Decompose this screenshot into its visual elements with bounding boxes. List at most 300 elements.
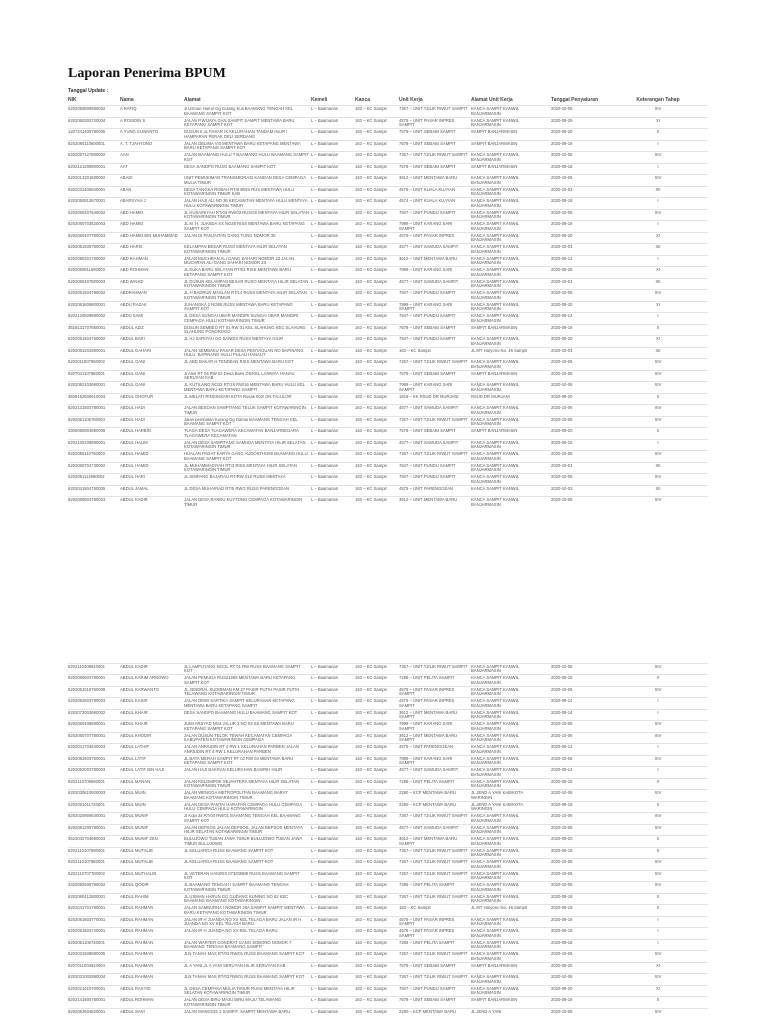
report-title: Laporan Penerima BPUM xyxy=(68,66,226,81)
cell-kemeli: L – Baamanan xyxy=(311,268,339,272)
cell-alamat-unit-kerja: KANCA SAMPIT KANWIL BANJARMASIN xyxy=(471,268,519,277)
cell-kemeli: L – Baamanan xyxy=(311,710,339,715)
cell-alamat-unit-kerja: SAMPIT BANJARMASIN xyxy=(471,141,518,146)
cell-unit-kerja: 7286 – UNIT PELITA SAMPIT xyxy=(399,779,455,784)
cell-nama: ABDUL GANI xyxy=(120,360,146,364)
table-row xyxy=(68,812,708,824)
cell-nik: 6202031002890004 xyxy=(68,975,106,979)
cell-keterangan-tahap: XIV xyxy=(654,687,662,692)
cell-alamat-unit-kerja: KANCA SAMPIT KANWIL BANJARMASIN xyxy=(471,676,519,685)
cell-keterangan-tahap: I xyxy=(657,745,659,749)
cell-unit-kerja: 7286 – UNIT PELITA SAMPIT xyxy=(399,940,455,945)
cell-nama: ABDUL RAHMAN xyxy=(120,975,154,979)
cell-alamat-unit-kerja: KANCA SAMPIT KANWIL BANJARMASIN xyxy=(471,210,519,220)
cell-kanca: 163 – KC Sampit xyxy=(355,986,387,991)
cell-unit-kerja: 7847 – UNIT PUNDU SAMPIT xyxy=(399,337,456,341)
cell-nama: ABDUL RASYID xyxy=(120,986,151,991)
cell-unit-kerja: 3612 – UNIT MENTAWA BARU xyxy=(399,498,458,502)
cell-nama: ABD HAMID xyxy=(120,210,144,215)
cell-tanggal-penyaluran: 2020-10-06 xyxy=(551,814,573,818)
cell-alamat: JL LAMPUYANG KECIL RT 01 RW RUSS BAAMANG SAMPIT KOT xyxy=(184,664,301,674)
cell-alamat-unit-kerja: KANCA SAMPIT KANWIL BANJARMASIN xyxy=(471,779,519,789)
cell-kemeli: L – Baamanan xyxy=(311,940,339,945)
cell-nik: 6202031508880005 xyxy=(68,952,106,956)
cell-kanca: 163 – KC Sampit xyxy=(355,733,387,738)
cell-alamat-unit-kerja: SAMPIT BANJARMASIN xyxy=(471,371,518,376)
cell-kanca: 163 – KC Sampit xyxy=(355,348,387,353)
cell-nama: AAN xyxy=(120,153,129,157)
cell-kemeli: L – Baamanan xyxy=(311,141,339,146)
cell-tanggal-penyaluran: 2020-10-06 xyxy=(551,176,573,180)
cell-tanggal-penyaluran: 2020-10-03 xyxy=(551,245,573,249)
table-row xyxy=(68,255,708,267)
table-row xyxy=(68,927,708,939)
cell-tanggal-penyaluran: 2020-10-06 xyxy=(551,975,573,979)
cell-tanggal-penyaluran: 2020-09-18 xyxy=(551,894,573,899)
cell-unit-kerja: 7999 – UNIT KARANG SARI SAMPIT xyxy=(399,222,453,231)
cell-alamat-unit-kerja: KANCA SAMPIT KANWIL BANJARMASIN xyxy=(471,279,519,289)
cell-tanggal-penyaluran: 2020-10-06 xyxy=(551,687,573,692)
cell-keterangan-tahap: X xyxy=(656,130,660,134)
cell-nama: ABDUL HADI xyxy=(120,417,145,422)
cell-nama: ABDUL MUIN xyxy=(120,802,146,807)
cell-tanggal-penyaluran: 2020-09-14 xyxy=(551,314,573,318)
cell-keterangan-tahap: XIV xyxy=(654,1009,662,1014)
cell-kemeli: L – Baamanan xyxy=(311,417,339,422)
cell-keterangan-tahap: I xyxy=(657,940,659,945)
cell-keterangan-tahap: I xyxy=(657,440,659,445)
cell-unit-kerja: 4577 – UNIT SAMUDA SAMPIT xyxy=(399,245,459,249)
table-header xyxy=(68,95,708,105)
table-row xyxy=(68,117,708,129)
cell-kanca: 163 – KC Sampit xyxy=(355,1009,387,1014)
cell-nama: ABDUL KHODIR xyxy=(120,733,152,738)
cell-tanggal-penyaluran: 2020-09-14 xyxy=(551,745,573,749)
cell-unit-kerja: 7847 – UNIT PUNDU SAMPIT xyxy=(399,475,456,479)
cell-keterangan-tahap: XIV xyxy=(654,360,662,364)
cell-unit-kerja: 163 – KC Sampit xyxy=(399,906,431,910)
cell-keterangan-tahap: XIV xyxy=(654,952,662,956)
cell-alamat-unit-kerja: KANCA SAMPIT KANWIL BANJARMASIN xyxy=(471,222,519,231)
table-row xyxy=(68,950,708,962)
cell-alamat: JL.MUHAMMADIYAH RT/3 RISS MENTAYA HILIR SELATAN KOTAWARINGIN TIMUR xyxy=(184,463,298,473)
cell-kemeli: L – Baamanan xyxy=(311,917,339,922)
cell-unit-kerja: 7847 – UNIT PUNDU SAMPIT xyxy=(399,210,456,215)
cell-alamat: DUSUN SEMBEO RT 01 RW 01 KEL SLAHUNG KEC SLAHUNG SLAHUNG PONOROGO xyxy=(184,325,306,335)
cell-alamat: TLAGA DESA TLAGAWERA KECAMATAN BANJARNEGARA TLAGAWERA KECAMATAN xyxy=(184,429,299,438)
cell-unit-kerja: 7578 – UNIT SEBABI SAMPIT xyxy=(399,998,456,1002)
cell-alamat-unit-kerja: KANCA SAMPIT KANWIL BANJARMASIN xyxy=(471,475,519,484)
cell-alamat-unit-kerja: KANCA SAMPIT KANWIL BANJARMASIN xyxy=(471,768,519,777)
cell-nama: ABDUL QODIR xyxy=(120,883,149,887)
cell-unit-kerja: 7267 – UNIT TJILIK RIWUT SAMPIT xyxy=(399,952,468,956)
cell-alamat-unit-kerja: KANCA SAMPIT KANWIL BANJARMASIN xyxy=(471,883,519,892)
cell-unit-kerja: 7267 – UNIT TJILIK RIWUT SAMPIT xyxy=(399,814,468,818)
cell-kanca: 163 – KC Sampit xyxy=(355,210,387,215)
cell-unit-kerja: 4577 – UNIT SAMUDA SAMPIT xyxy=(399,440,459,445)
cell-tanggal-penyaluran: 2020-10-06 xyxy=(551,756,573,761)
table-row xyxy=(68,186,708,198)
cell-alamat-unit-kerja: JL JEND A YANI KAB/KOTA WARINGIN xyxy=(471,802,523,812)
cell-alamat: JALAN DESA RANDU KUYTONG CEMPAGA KOTAWARINGIN TIMUR xyxy=(184,498,303,507)
cell-tanggal-penyaluran: 2020-10-06 xyxy=(551,475,573,479)
cell-tanggal-penyaluran: 2020-09-18 xyxy=(551,848,573,853)
cell-kemeli: L – Baamanan xyxy=(311,302,339,307)
cell-kemeli: L – Baamanan xyxy=(311,187,339,192)
cell-alamat: JALAN DUSUN TELOK TEWAH KECAMATAN CEMPAGA KABUPATEN KOTAWARINGIN CEMPAGA xyxy=(184,733,293,743)
cell-keterangan-tahap: XIV xyxy=(654,814,662,818)
cell-alamat: JL VETERAN HAKIRIS 073/03988 RUSS BAAMANG SAMPIT KOT xyxy=(184,871,300,881)
cell-kemeli: L – Baamanan xyxy=(311,314,339,318)
cell-alamat: DESA TANGKA ROBAH RT/5 BINS RUS MENTAWA HULU KOTAWARINGIN TIMUR KAB xyxy=(184,187,295,197)
cell-tanggal-penyaluran: 2020-09-20 xyxy=(551,963,573,968)
cell-alamat-unit-kerja: KANCA SAMPIT KANWIL BANJARMASIN xyxy=(471,463,519,473)
cell-kemeli: L – Baamanan xyxy=(311,360,339,364)
cell-alamat: JL DESA MUHAIRAD RT/5 RW/2 RUSS PARENGGEAN xyxy=(184,486,290,491)
cell-kemeli: L – Baamanan xyxy=(311,475,339,479)
cell-alamat-unit-kerja: KANCA SAMPIT KANWIL BANJARMASIN xyxy=(471,245,519,254)
cell-tanggal-penyaluran: 2020-09-15 xyxy=(551,440,573,445)
cell-kemeli: L – Baamanan xyxy=(311,210,339,215)
cell-alamat-unit-kerja: KANCA SAMPIT KANWIL BANJARMASIN xyxy=(471,337,519,346)
cell-alamat-unit-kerja: JL MT Haryono No. 46 Sampit xyxy=(471,906,528,910)
cell-nik: 6202021010700001 xyxy=(68,986,106,991)
cell-kanca: 163 – KC Sampit xyxy=(355,814,387,818)
cell-kemeli: L – Baamanan xyxy=(311,440,339,445)
cell-kanca: 163 – KC Sampit xyxy=(355,291,387,295)
cell-keterangan-tahap: XIV xyxy=(654,791,662,795)
cell-keterangan-tahap: XII xyxy=(655,463,661,468)
cell-nik: 3320082506780002 xyxy=(68,883,106,887)
cell-alamat-unit-kerja: SAMPIT BANJARMASIN xyxy=(471,164,518,169)
cell-nik: 6202041703840003 xyxy=(68,745,106,749)
cell-kanca: 163 – KC Sampit xyxy=(355,825,387,830)
cell-unit-kerja: 4577 – UNIT SAMUDA SAMPIT xyxy=(399,279,459,284)
cell-kemeli: L – Baamanan xyxy=(311,848,339,853)
cell-alamat: KELAMPAN BESAR RUSO MENTAYA HILIR SELATAN KOTAWARINGIN TIMUR xyxy=(184,245,287,254)
cell-keterangan-tahap: XIV xyxy=(654,383,662,387)
cell-tanggal-penyaluran: 2020-09-20 xyxy=(551,837,573,841)
cell-nama: ABDUL KADIR xyxy=(120,498,148,502)
cell-keterangan-tahap: XIV xyxy=(654,498,662,502)
cell-nama: ABDUL KHAIR xyxy=(120,710,148,715)
cell-kemeli: L – Baamanan xyxy=(311,986,339,991)
table-row xyxy=(68,847,708,859)
cell-keterangan-tahap: I xyxy=(657,141,659,146)
cell-unit-kerja: 1819 – KK RSUD DR MURJANI xyxy=(399,394,459,399)
cell-nik: 6202141505780001 xyxy=(68,998,106,1002)
cell-alamat: JL KELUARGA RUSS BAAMANG SAMPIT KOT xyxy=(184,860,274,864)
cell-nik: 6202060408690001 xyxy=(68,722,106,726)
cell-unit-kerja: 7999 – UNIT KARANG SARI SAMPIT xyxy=(399,302,453,312)
cell-tanggal-penyaluran: 2020-09-18 xyxy=(551,199,573,203)
cell-keterangan-tahap: I xyxy=(657,699,659,703)
cell-alamat-unit-kerja: KANCA SAMPIT KANWIL BANJARMASIN xyxy=(471,417,519,427)
table-row xyxy=(68,151,708,163)
cell-nama: ABDUL MUIN xyxy=(120,791,146,795)
cell-alamat: UNIT PEMUKIMAN TRANSMIGRASI KANDAN DESA CEMPAGA MULIA TIMUR xyxy=(184,176,306,185)
cell-alamat-unit-kerja: KANCA SAMPIT KANWIL BANJARMASIN xyxy=(471,722,519,731)
cell-kanca: 163 – KC Sampit xyxy=(355,848,387,853)
cell-alamat: JUHANGKA 2 NO65 RUSS MENTAWA BARU KETAPANG SAMPIT KOT xyxy=(184,302,293,312)
cell-nama: ABD WAHID xyxy=(120,279,144,284)
cell-nama: ABDUL GANI xyxy=(120,371,146,376)
cell-keterangan-tahap: X xyxy=(656,325,660,330)
cell-nik: 6202061105780004 xyxy=(68,417,105,422)
cell-alamat: JUMI ARSYAD NO2 JALUR 2 NO 03 SS MENTAWA BARU KETAPANG SAMPIT KOT xyxy=(184,722,294,731)
cell-tanggal-penyaluran: 2020-09-20 xyxy=(551,233,573,238)
cell-unit-kerja: 7267 – UNIT TJILIK RIWUT SAMPIT xyxy=(399,664,468,669)
cell-kemeli: L – Baamanan xyxy=(311,768,339,772)
cell-keterangan-tahap: I xyxy=(657,256,659,261)
cell-kanca: 163 – KC Sampit xyxy=(355,429,387,433)
cell-unit-kerja: 7267 – UNIT TJILIK RIWUT SAMPIT xyxy=(399,107,468,111)
cell-alamat-unit-kerja: KANCA SAMPIT KANWIL BANJARMASIN xyxy=(471,498,519,507)
cell-nik: 6202131503780001 xyxy=(68,406,106,410)
cell-unit-kerja: 7578 – UNIT SEBABI SAMPIT xyxy=(399,371,456,376)
cell-kemeli: L – Baamanan xyxy=(311,233,339,238)
cell-nama: ABDU RAZAK xyxy=(120,302,147,307)
cell-unit-kerja: 7847 – UNIT PUNDU SAMPIT xyxy=(399,986,456,991)
cell-keterangan-tahap: X xyxy=(656,906,660,910)
cell-alamat: JALAN DELIMA VIII MENTAWA BARU KETAPANG MENTAWA BARU KETAPANG SAMPIT KOT xyxy=(184,141,301,151)
table-row xyxy=(68,755,708,767)
header-nama: Nama xyxy=(120,97,134,103)
header-kanca: Kanca xyxy=(355,97,371,103)
cell-alamat-unit-kerja: KANCA SAMPIT KANWIL BANJARMASIN xyxy=(471,314,519,323)
cell-tanggal-penyaluran: 2020-10-06 xyxy=(551,417,573,422)
cell-alamat-unit-kerja: KANCA SAMPIT KANWIL BANJARMASIN xyxy=(471,176,519,185)
cell-keterangan-tahap: XI xyxy=(656,963,660,968)
table-row xyxy=(68,904,708,916)
cell-tanggal-penyaluran: 2020-10-06 xyxy=(551,291,573,295)
cell-alamat: JALAN DESA SAMPITANG SAMUDA MENTAYA HILIR SELATAN KOTAWARINGIN TIMUR xyxy=(184,440,306,450)
cell-nama: ABDUL HALIM xyxy=(120,440,148,445)
cell-kemeli: L – Baamanan xyxy=(311,291,339,295)
cell-nama: ABD RAHMAN xyxy=(120,256,148,261)
table-row xyxy=(68,789,708,801)
table-row xyxy=(68,835,708,847)
table-row xyxy=(68,209,708,221)
cell-nik: 6202041701780001 xyxy=(68,906,106,910)
cell-kanca: 163 – KC Sampit xyxy=(355,176,387,180)
cell-unit-kerja: 7267 – UNIT TJILIK RIWUT SAMPIT xyxy=(399,860,468,864)
cell-unit-kerja: 4577 – UNIT SAMUDA SAMPIT xyxy=(399,406,459,410)
cell-nama: ABDUL MUNIF xyxy=(120,825,149,830)
cell-tanggal-penyaluran: 2020-10-06 xyxy=(551,860,573,864)
cell-alamat-unit-kerja: KANCA SAMPIT KANWIL BANJARMASIN xyxy=(471,756,519,766)
cell-alamat-unit-kerja: SAMPIT BANJARMASIN xyxy=(471,963,518,968)
cell-nama: ABD HARIS xyxy=(120,245,143,249)
table-row xyxy=(68,404,708,416)
cell-unit-kerja: 3612 – UNIT MENTAWA BARU xyxy=(399,256,458,261)
cell-unit-kerja: 3612 – UNIT MENTAWA BARU SAMPIT xyxy=(399,710,458,720)
cell-nama: ABD HAMID xyxy=(120,222,144,226)
cell-nama: ABDUL MUNIF ZEN xyxy=(120,837,158,841)
table-body xyxy=(68,105,708,1019)
cell-unit-kerja: 7847 – UNIT PUNDU SAMPIT xyxy=(399,314,456,318)
table-row xyxy=(68,220,708,232)
table-row xyxy=(68,105,708,117)
cell-alamat: JL M. H. JUANDA XX NO28 RISS MENTAWA BARU KETAPANG SAMPIT KOT xyxy=(184,222,305,231)
cell-keterangan-tahap: I xyxy=(657,768,659,772)
cell-kanca: 163 – KC Sampit xyxy=(355,164,387,169)
cell-nik: 6202012201600002 xyxy=(68,176,106,180)
cell-keterangan-tahap: X xyxy=(656,779,660,784)
cell-nama: ABAN xyxy=(120,187,132,192)
cell-kanca: 163 – KC Sampit xyxy=(355,463,387,468)
cell-alamat-unit-kerja: KANCA SAMPIT KANWIL BANJARMASIN xyxy=(471,894,519,904)
cell-alamat: JI Kopi 34 RT/04 RW/01 BAAMANG TENGAH KEL BAAMANG SAMPIT KOT xyxy=(184,814,301,823)
cell-tanggal-penyaluran: 2020-09-14 xyxy=(551,710,573,715)
table-row xyxy=(68,709,708,721)
table-row xyxy=(68,358,708,370)
cell-nik: 6202080110600001 xyxy=(68,141,105,146)
table-row xyxy=(68,870,708,882)
cell-tanggal-penyaluran: 2020-10-06 xyxy=(551,498,573,502)
cell-nik: 6202060703520003 xyxy=(68,222,106,226)
cell-unit-kerja: 7267 – UNIT TJILIK RIWUT SAMPIT xyxy=(399,360,468,364)
cell-keterangan-tahap: I xyxy=(657,710,659,715)
cell-kemeli: L – Baamanan xyxy=(311,687,339,692)
cell-nik: 6202060811680003 xyxy=(68,268,105,272)
cell-kemeli: L – Baamanan xyxy=(311,222,339,226)
cell-unit-kerja: 4577 – UNIT SAMUDA SAMPIT xyxy=(399,825,459,830)
cell-keterangan-tahap: XII xyxy=(655,486,661,491)
cell-tanggal-penyaluran: 2020-10-03 xyxy=(551,187,573,192)
cell-alamat: JL.H BADRUN MASLAN RT/14 RUSS MENTAYA HILIR SELATAN KOTAWARINGIN TIMUR xyxy=(184,291,307,300)
cell-kemeli: L – Baamanan xyxy=(311,337,339,341)
cell-kemeli: L – Baamanan xyxy=(311,906,339,910)
cell-kanca: 163 – KC Sampit xyxy=(355,687,387,692)
cell-unit-kerja: 3612 – UNIT MENTAWA BARU xyxy=(399,176,458,180)
cell-alamat-unit-kerja: KANCA SAMPIT KANWIL BANJARMASIN xyxy=(471,107,519,116)
cell-nama: ABDUL MUTALIB xyxy=(120,860,153,864)
cell-nama: ABDUL MANAN xyxy=(120,779,151,784)
cell-keterangan-tahap: XIV xyxy=(654,417,662,422)
cell-unit-kerja: 7286 – UNIT PELITA SAMPIT xyxy=(399,883,455,887)
table-row xyxy=(68,278,708,290)
cell-tanggal-penyaluran: 2020-10-06 xyxy=(551,952,573,956)
cell-kanca: 163 – KC Sampit xyxy=(355,256,387,261)
cell-kemeli: L – Baamanan xyxy=(311,486,339,491)
cell-keterangan-tahap: XIV xyxy=(654,452,662,456)
cell-kanca: 163 – KC Sampit xyxy=(355,141,387,146)
cell-keterangan-tahap: X xyxy=(656,894,660,899)
cell-nik: 6202100109690001 xyxy=(68,440,106,445)
cell-unit-kerja: 7578 – UNIT SEBABI SAMPIT xyxy=(399,325,456,330)
cell-tanggal-penyaluran: 2020-09-18 xyxy=(551,779,573,784)
table-row xyxy=(68,393,708,405)
cell-nama: ABADI xyxy=(120,176,133,180)
cell-nik: 6202050809680002 xyxy=(68,107,106,111)
cell-nama: ABDUL SANI xyxy=(120,1009,145,1014)
cell-nama: ABDUL MUTHALIB xyxy=(120,871,157,876)
cell-unit-kerja: 3612 – UNIT MENTAWA BARU SAMPIT xyxy=(399,837,458,846)
cell-nama: ABDUL RAHIM xyxy=(120,894,149,899)
cell-alamat: JL USMAN HARUN GG GUDANG KUNING NO 62 KEC BAAMANG BAAMANG KOTAWARINGIN xyxy=(184,894,289,904)
cell-tanggal-penyaluran: 2020-09-18 xyxy=(551,676,573,680)
cell-tanggal-penyaluran: 2020-10-06 xyxy=(551,825,573,830)
cell-kanca: 163 – KC Sampit xyxy=(355,722,387,726)
cell-kanca: 163 – KC Sampit xyxy=(355,475,387,479)
cell-kanca: 163 – KC Sampit xyxy=(355,199,387,203)
table-row xyxy=(68,674,708,686)
cell-alamat: JALAN ANRIUDIN RT 4 RW 1 KELURAHAN PARBEN JALAN ANRIUDIN RT 4 RW 1 KELURAHAN PARBEN xyxy=(184,745,299,754)
cell-kemeli: L – Baamanan xyxy=(311,722,339,726)
cell-tanggal-penyaluran: 2020-10-06 xyxy=(551,722,573,726)
cell-alamat: JALAN IR H JUANDA NO XV KEL TELAGA BARU xyxy=(184,929,278,933)
cell-nama: ABDUL RAHMAN xyxy=(120,940,154,945)
cell-tanggal-penyaluran: 2020-10-06 xyxy=(551,791,573,795)
cell-tanggal-penyaluran: 2020-09-20 xyxy=(551,130,573,134)
cell-unit-kerja: 4576 – UNIT PASAR INPRES SAMPIT xyxy=(399,699,455,708)
cell-alamat-unit-kerja: KANCA SAMPIT KANWIL xyxy=(471,486,520,491)
cell-kemeli: L – Baamanan xyxy=(311,371,339,376)
cell-kanca: 163 – KC Sampit xyxy=(355,940,387,945)
cell-tanggal-penyaluran: 2020-09-18 xyxy=(551,222,573,226)
cell-kemeli: L – Baamanan xyxy=(311,676,339,680)
table-row xyxy=(68,893,708,905)
cell-nama: ABDUL RAHMAN xyxy=(120,963,154,968)
cell-kanca: 163 – KC Sampit xyxy=(355,710,387,715)
table-row xyxy=(68,370,708,382)
cell-kemeli: L – Baamanan xyxy=(311,498,339,502)
cell-kemeli: L – Baamanan xyxy=(311,279,339,284)
cell-alamat-unit-kerja: KANCA SAMPIT KANWIL BANJARMASIN xyxy=(471,699,519,708)
cell-keterangan-tahap: XIV xyxy=(654,860,662,864)
cell-alamat-unit-kerja: RSUD DR MURJANI xyxy=(471,394,510,399)
cell-tanggal-penyaluran: 2020-10-06 xyxy=(551,664,573,669)
table-row xyxy=(68,916,708,928)
cell-tanggal-penyaluran: 2020-10-06 xyxy=(551,371,573,376)
cell-alamat-unit-kerja: KANCA SAMPIT KANWIL BANJARMASIN xyxy=(471,733,519,743)
cell-alamat-unit-kerja: KANCA SAMPIT KANWIL BANJARMASIN xyxy=(471,848,519,858)
cell-tanggal-penyaluran: 2020-10-03 xyxy=(551,486,573,491)
cell-nama: ABD ROHMAN xyxy=(120,268,149,272)
cell-nik: 6202061202690001 xyxy=(68,348,106,353)
cell-alamat: HUALAN PADAT KARYA GANG AUDOSTHOMI BAAMANG HULU BAAMANG SAMPIT KOT xyxy=(184,452,308,461)
table-row xyxy=(68,301,708,313)
cell-nama: A YUNG SUWANTO xyxy=(120,130,159,134)
cell-kanca: 163 – KC Sampit xyxy=(355,371,387,376)
cell-keterangan-tahap: XII xyxy=(655,187,661,192)
table-row xyxy=(68,416,708,428)
cell-kanca: 163 – KC Sampit xyxy=(355,118,387,123)
table-row xyxy=(68,962,708,974)
cell-alamat: JL KELUARGA RUSS BAAMANG SAMPIT KOT xyxy=(184,848,274,853)
cell-tanggal-penyaluran: 2020-10-06 xyxy=(551,883,573,887)
cell-kanca: 163 – KC Sampit xyxy=(355,187,387,192)
cell-alamat: JALAN BAAMANG HULU T BAAMANG HULU BAAMANG SAMPIT KOT xyxy=(184,153,309,162)
table-row xyxy=(68,243,708,255)
cell-tanggal-penyaluran: 2020-09-20 xyxy=(551,394,573,399)
cell-tanggal-penyaluran: 2020-10-06 xyxy=(551,210,573,215)
cell-keterangan-tahap: XI xyxy=(656,337,660,341)
cell-nik: 6202031405820001 xyxy=(68,187,106,192)
cell-alamat-unit-kerja: KANCA SAMPIT KANWIL BANJARMASIN xyxy=(471,986,519,996)
cell-kemeli: L – Baamanan xyxy=(311,245,339,249)
cell-nik: 6207041107680001 xyxy=(68,371,105,376)
cell-nama: ABDUL LATIF BIN HAJI xyxy=(120,768,165,772)
cell-kanca: 163 – KC Sampit xyxy=(355,279,387,284)
cell-keterangan-tahap: XIV xyxy=(654,722,662,726)
cell-alamat-unit-kerja: KANCA SAMPIT KANWIL BANJARMASIN xyxy=(471,837,519,846)
cell-kanca: 163 – KC Sampit xyxy=(355,860,387,864)
cell-nama: ABDUL BARI xyxy=(120,337,145,341)
cell-alamat-unit-kerja: SAMPIT BANJARMASIN xyxy=(471,325,518,330)
cell-tanggal-penyaluran: 2020-10-03 xyxy=(551,279,573,284)
